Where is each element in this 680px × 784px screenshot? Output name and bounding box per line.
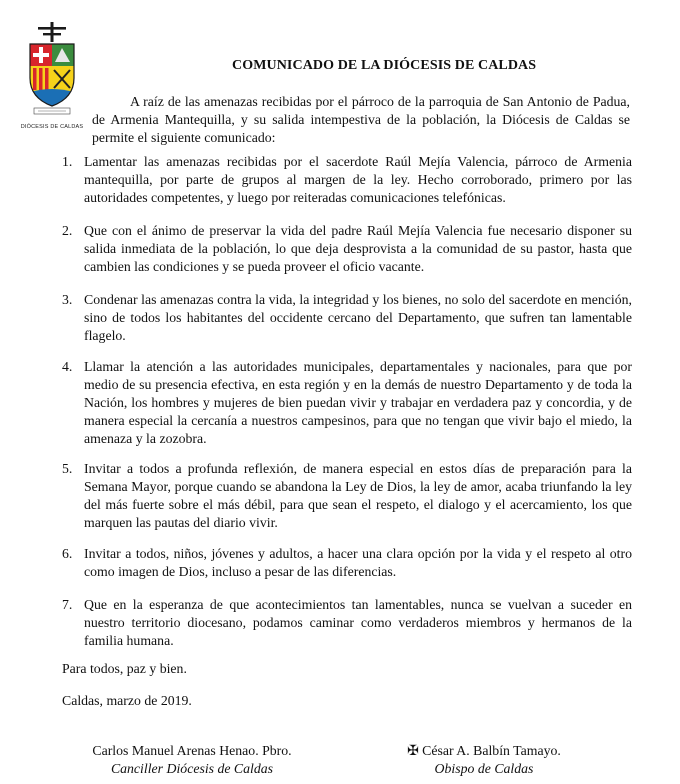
- signature-chancellor: [82, 742, 302, 778]
- place-date: Caldas, marzo de 2019.: [62, 693, 192, 708]
- list-text: Condenar las amenazas contra la vida, la integridad y los bienes, no solo del sacerdote en mención, sino de todos los habitantes del occidente cercano del Departamento, que sufren tan lamentable flagelo.: [84, 292, 632, 343]
- list-number: 1.: [62, 154, 73, 169]
- signature-name: ✠ César A. Balbín Tamayo.: [407, 743, 561, 758]
- list-number: 6.: [62, 546, 73, 561]
- list-text: Que en la esperanza de que acontecimientos tan lamentables, nunca se vuelvan a suceder en nuestro territorio diocesano, podamos caminar como verdaderos miembros y hermanos de la familia humana.: [84, 597, 632, 648]
- list-number: 2.: [62, 223, 73, 238]
- signature-bishop: [384, 742, 584, 778]
- intro-paragraph: A raíz de las amenazas recibidas por el párroco de la parroquia de San Antonio de Padua, de Armenia Mantequilla, y su salida intempestiva de la población, la Diócesis de Caldas se permite el siguiente comunicado:: [92, 94, 630, 145]
- list-text: Que con el ánimo de preservar la vida del padre Raúl Mejía Valencia fue necesario disponer su salida inmediata de la población, lo que deja desprovista a la comunidad de su pastor, hasta que cambien las condiciones y se pueda proveer el oficio vacante.: [84, 223, 632, 274]
- page-title: COMUNICADO DE LA DIÓCESIS DE CALDAS: [232, 58, 537, 73]
- signature-name: Carlos Manuel Arenas Henao. Pbro.: [92, 743, 292, 758]
- list-number: 5.: [62, 461, 73, 476]
- diocese-logo: [18, 18, 86, 136]
- list-number: 3.: [62, 292, 73, 307]
- closing-greeting: Para todos, paz y bien.: [62, 661, 187, 676]
- diocese-coat-of-arms-icon: [18, 18, 86, 122]
- signature-role: Obispo de Caldas: [434, 761, 534, 776]
- list-number: 7.: [62, 597, 73, 612]
- list-text: Lamentar las amenazas recibidas por el sacerdote Raúl Mejía Valencia, párroco de Armenia mantequilla, por parte de grupos al margen de la ley. Hecho corroborado, primero por las autoridades competentes, y luego por reiteradas comunicaciones telefónicas.: [84, 154, 632, 205]
- signature-role: Canciller Diócesis de Caldas: [110, 761, 274, 776]
- list-text: Invitar a todos, niños, jóvenes y adultos, a hacer una clara opción por la vida y el respeto al otro como imagen de Dios, incluso a pesar de las diferencias.: [84, 546, 632, 579]
- list-text: Invitar a todos a profunda reflexión, de manera especial en estos días de preparación para la Semana Mayor, porque cuando se abandona la Ley de Dios, la ley de amor, acaba triunfando la ley del más fuerte sobre el más débil, para que sean el respeto, el dialogo y el acercamiento, los que marquen las pautas del diario vivir.: [84, 461, 632, 530]
- list-number: 4.: [62, 359, 73, 374]
- logo-caption: DIÓCESIS DE CALDAS: [20, 124, 84, 130]
- list-text: Llamar la atención a las autoridades municipales, departamentales y nacionales, para que por medio de su presencia efectiva, en esta región y en la demás de nuestro Departamento y de toda la Nación, los hombres y mujeres de bien puedan vivir y trabajar en verdadera paz y concordia, y de manera especial la cercanía a nuestros campesinos, para que no tengan que vivir bajo el miedo, la amenaza y la zozobra.: [84, 359, 632, 446]
